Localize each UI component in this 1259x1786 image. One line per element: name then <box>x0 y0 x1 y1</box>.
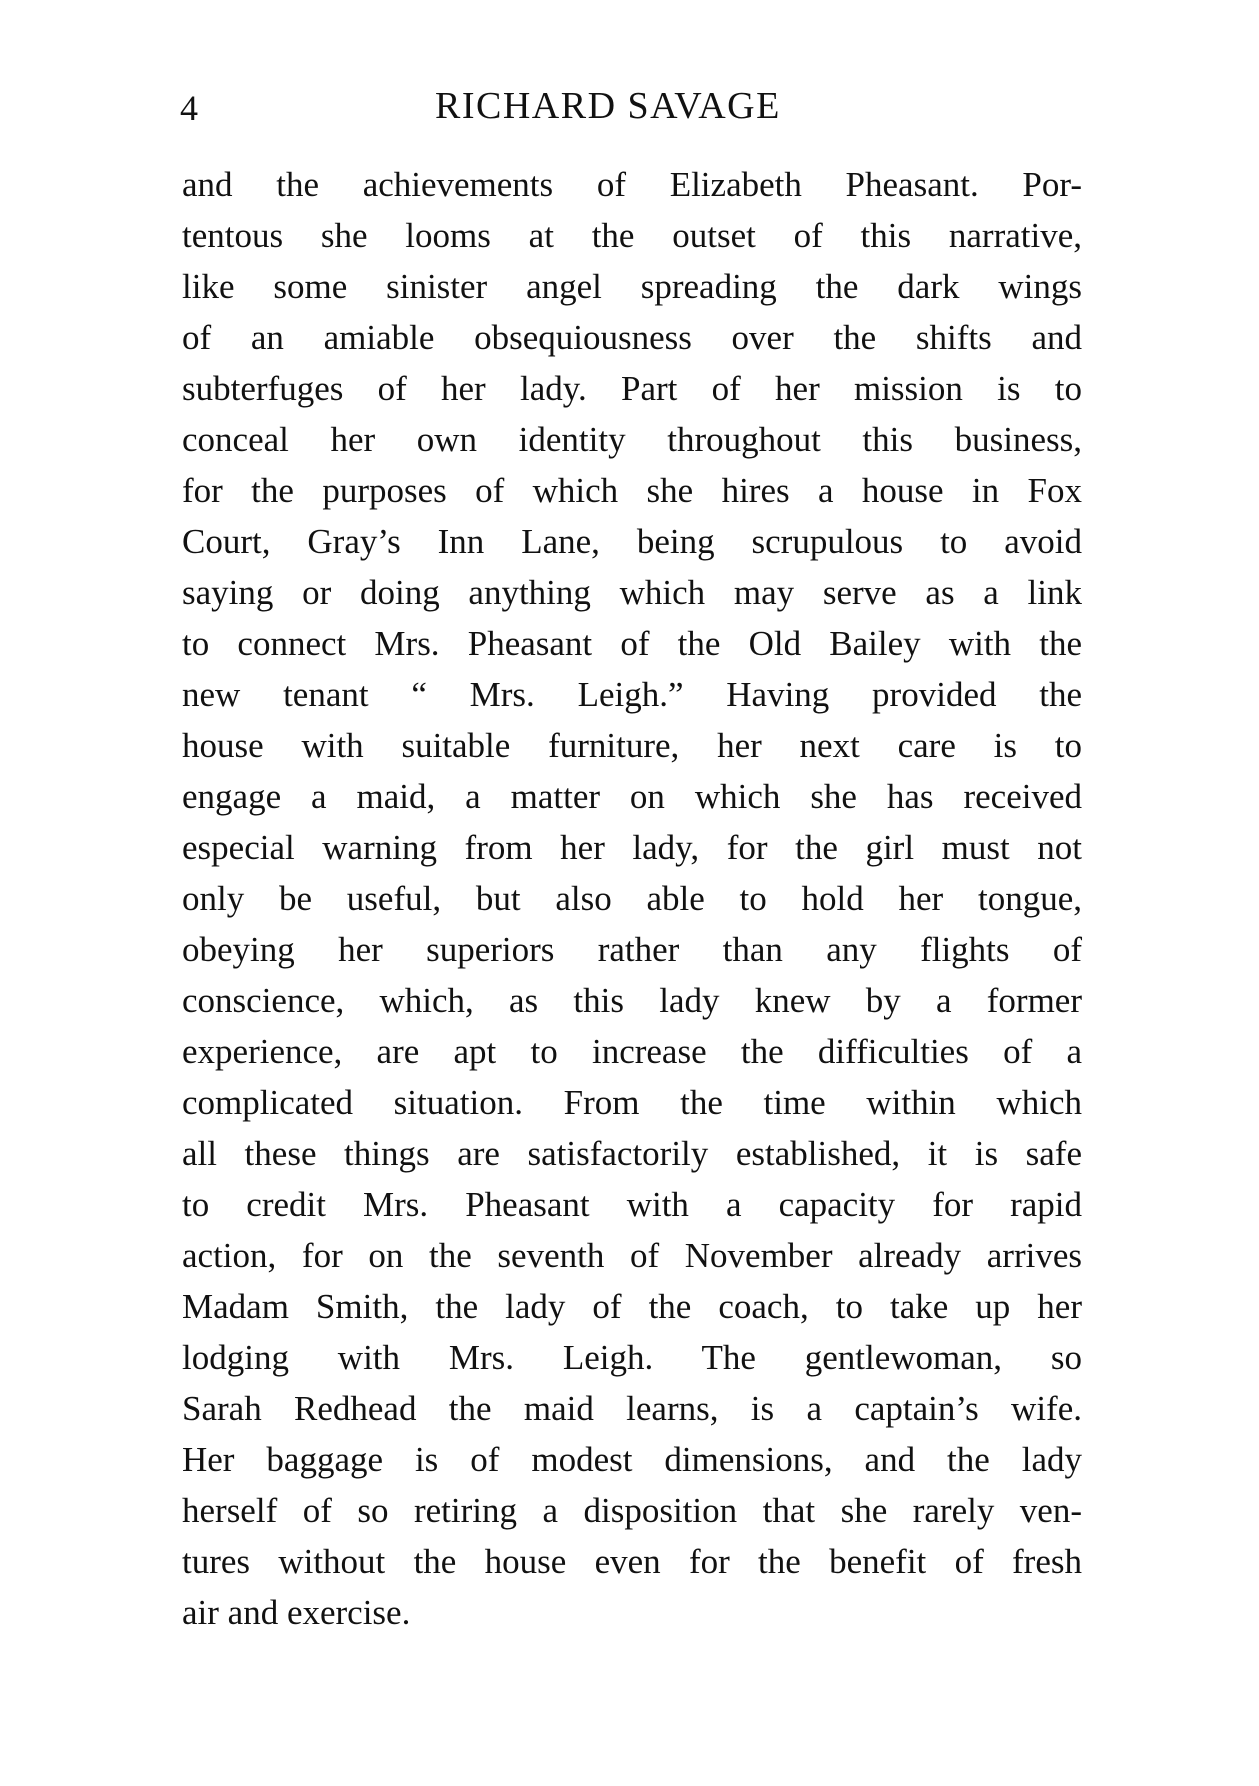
text-line: action, for on the seventh of November already arrives <box>182 1236 1082 1275</box>
text-line: house with suitable furniture, her next care is to <box>182 726 1082 765</box>
text-line: to connect Mrs. Pheasant of the Old Bailey with the <box>182 624 1082 663</box>
text-line: all these things are satisfactorily established, it is safe <box>182 1134 1082 1173</box>
text-line: Her baggage is of modest dimensions, and the lady <box>182 1440 1082 1479</box>
text-line: obeying her superiors rather than any flights of <box>182 930 1082 969</box>
text-line: engage a maid, a matter on which she has received <box>182 777 1082 816</box>
text-line: like some sinister angel spreading the dark wings <box>182 267 1082 306</box>
text-line: of an amiable obsequiousness over the shifts and <box>182 318 1082 357</box>
text-line: tures without the house even for the benefit of fresh <box>182 1542 1082 1581</box>
text-line: lodging with Mrs. Leigh. The gentlewoman, so <box>182 1338 1082 1377</box>
page-header <box>180 84 1080 134</box>
text-line: saying or doing anything which may serve as a link <box>182 573 1082 612</box>
text-line: complicated situation. From the time within which <box>182 1083 1082 1122</box>
text-line: tentous she looms at the outset of this narrative, <box>182 216 1082 255</box>
text-line: herself of so retiring a disposition that she rarely ven- <box>182 1491 1082 1530</box>
running-title: RICHARD SAVAGE <box>435 85 781 127</box>
text-line: only be useful, but also able to hold her tongue, <box>182 879 1082 918</box>
text-line: subterfuges of her lady. Part of her mission is to <box>182 369 1082 408</box>
body-text <box>182 159 1082 1638</box>
text-line: for the purposes of which she hires a house in Fox <box>182 471 1082 510</box>
page-number: 4 <box>180 88 198 128</box>
text-line: conscience, which, as this lady knew by a former <box>182 981 1082 1020</box>
text-line: air and exercise. <box>182 1593 411 1632</box>
text-line: and the achievements of Elizabeth Pheasant. Por- <box>182 165 1082 204</box>
text-line: Sarah Redhead the maid learns, is a captain’s wife. <box>182 1389 1082 1428</box>
text-line: experience, are apt to increase the difficulties of a <box>182 1032 1082 1071</box>
text-line: to credit Mrs. Pheasant with a capacity for rapid <box>182 1185 1082 1224</box>
text-line: Madam Smith, the lady of the coach, to take up her <box>182 1287 1082 1326</box>
text-line: Court, Gray’s Inn Lane, being scrupulous to avoid <box>182 522 1082 561</box>
text-line: new tenant “ Mrs. Leigh.” Having provided the <box>182 675 1082 714</box>
text-line: especial warning from her lady, for the girl must not <box>182 828 1082 867</box>
text-line: conceal her own identity throughout this business, <box>182 420 1082 459</box>
